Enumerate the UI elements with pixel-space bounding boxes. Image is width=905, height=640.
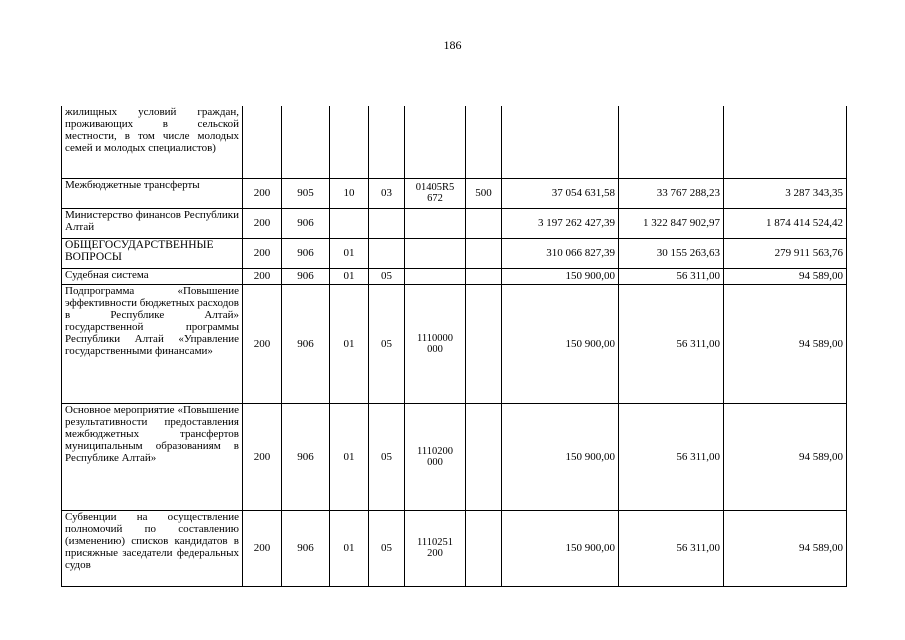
podrazdel-cell xyxy=(369,238,405,268)
podrazdel-cell: 05 xyxy=(369,284,405,403)
vr-cell xyxy=(466,238,502,268)
razdel-cell: 01 xyxy=(330,238,369,268)
razdel-cell: 10 xyxy=(330,178,369,208)
sum1-cell: 150 900,00 xyxy=(502,268,619,284)
podrazdel-cell: 05 xyxy=(369,403,405,510)
sum1-cell: 37 054 631,58 xyxy=(502,178,619,208)
glava-cell: 200 xyxy=(243,238,282,268)
podrazdel-cell: 03 xyxy=(369,178,405,208)
row-name: Основное мероприятие «Повышение результативности предоставления межбюджетных трансфертов муниципальным образованиям в Республике Алтай» xyxy=(62,403,243,510)
table-row xyxy=(62,284,847,403)
sum2-cell: 33 767 288,23 xyxy=(619,178,724,208)
sum2-cell: 56 311,00 xyxy=(619,510,724,586)
vedomstvo-cell: 906 xyxy=(282,208,330,238)
razdel-cell: 01 xyxy=(330,284,369,403)
podrazdel-cell xyxy=(369,208,405,238)
glava-cell: 200 xyxy=(243,178,282,208)
sum2-cell: 56 311,00 xyxy=(619,284,724,403)
csr-cell: 1110200 000 xyxy=(405,403,466,510)
csr-cell xyxy=(405,268,466,284)
row-name: Министерство финансов Республики Алтай xyxy=(62,208,243,238)
sum3-cell: 94 589,00 xyxy=(724,403,847,510)
row-name: Судебная система xyxy=(62,268,243,284)
row-name: Подпрограмма «Повышение эффективности бюджетных расходов в Республике Алтай» государственной программы Республики Алтай «Управление государственными финансами» xyxy=(62,284,243,403)
razdel-cell xyxy=(330,208,369,238)
vr-cell xyxy=(466,403,502,510)
table-row xyxy=(62,403,847,510)
sum1-cell: 150 900,00 xyxy=(502,284,619,403)
sum3-cell xyxy=(724,106,847,178)
table-row xyxy=(62,178,847,208)
sum3-cell: 94 589,00 xyxy=(724,284,847,403)
vedomstvo-cell: 906 xyxy=(282,403,330,510)
row-name: жилищных условий граждан, проживающих в сельской местности, в том числе молодых семей и молодых специалистов) xyxy=(62,106,243,178)
podrazdel-cell xyxy=(369,106,405,178)
vr-cell xyxy=(466,510,502,586)
page-number: 186 xyxy=(443,38,462,52)
sum2-cell xyxy=(619,106,724,178)
sum1-cell: 150 900,00 xyxy=(502,510,619,586)
vedomstvo-cell: 905 xyxy=(282,178,330,208)
row-name: Межбюджетные трансферты xyxy=(62,178,243,208)
row-name: ОБЩЕГОСУДАРСТВЕННЫЕ ВОПРОСЫ xyxy=(62,238,243,268)
vedomstvo-cell xyxy=(282,106,330,178)
sum3-cell: 279 911 563,76 xyxy=(724,238,847,268)
table-row xyxy=(62,208,847,238)
sum3-cell: 94 589,00 xyxy=(724,268,847,284)
table-row xyxy=(62,238,847,268)
glava-cell: 200 xyxy=(243,268,282,284)
csr-cell xyxy=(405,238,466,268)
glava-cell: 200 xyxy=(243,208,282,238)
sum3-cell: 1 874 414 524,42 xyxy=(724,208,847,238)
vr-cell xyxy=(466,106,502,178)
csr-cell: 1110000 000 xyxy=(405,284,466,403)
razdel-cell: 01 xyxy=(330,403,369,510)
csr-cell xyxy=(405,208,466,238)
sum2-cell: 56 311,00 xyxy=(619,403,724,510)
csr-cell: 1110251 200 xyxy=(405,510,466,586)
podrazdel-cell: 05 xyxy=(369,510,405,586)
vr-cell: 500 xyxy=(466,178,502,208)
razdel-cell xyxy=(330,106,369,178)
vr-cell xyxy=(466,268,502,284)
sum1-cell: 310 066 827,39 xyxy=(502,238,619,268)
glava-cell: 200 xyxy=(243,510,282,586)
glava-cell xyxy=(243,106,282,178)
glava-cell: 200 xyxy=(243,284,282,403)
row-name: Субвенции на осуществление полномочий по составлению (изменению) списков кандидатов в присяжные заседатели федеральных судов xyxy=(62,510,243,586)
sum1-cell: 3 197 262 427,39 xyxy=(502,208,619,238)
csr-cell xyxy=(405,106,466,178)
sum2-cell: 56 311,00 xyxy=(619,268,724,284)
sum1-cell: 150 900,00 xyxy=(502,403,619,510)
razdel-cell: 01 xyxy=(330,510,369,586)
sum1-cell xyxy=(502,106,619,178)
vedomstvo-cell: 906 xyxy=(282,510,330,586)
glava-cell: 200 xyxy=(243,403,282,510)
vedomstvo-cell: 906 xyxy=(282,238,330,268)
budget-table xyxy=(61,106,847,587)
vedomstvo-cell: 906 xyxy=(282,284,330,403)
sum3-cell: 3 287 343,35 xyxy=(724,178,847,208)
vr-cell xyxy=(466,284,502,403)
table-row xyxy=(62,268,847,284)
razdel-cell: 01 xyxy=(330,268,369,284)
table-row xyxy=(62,106,847,178)
table-row xyxy=(62,510,847,586)
podrazdel-cell: 05 xyxy=(369,268,405,284)
csr-cell: 01405R5 672 xyxy=(405,178,466,208)
vr-cell xyxy=(466,208,502,238)
sum2-cell: 1 322 847 902,97 xyxy=(619,208,724,238)
sum2-cell: 30 155 263,63 xyxy=(619,238,724,268)
vedomstvo-cell: 906 xyxy=(282,268,330,284)
sum3-cell: 94 589,00 xyxy=(724,510,847,586)
